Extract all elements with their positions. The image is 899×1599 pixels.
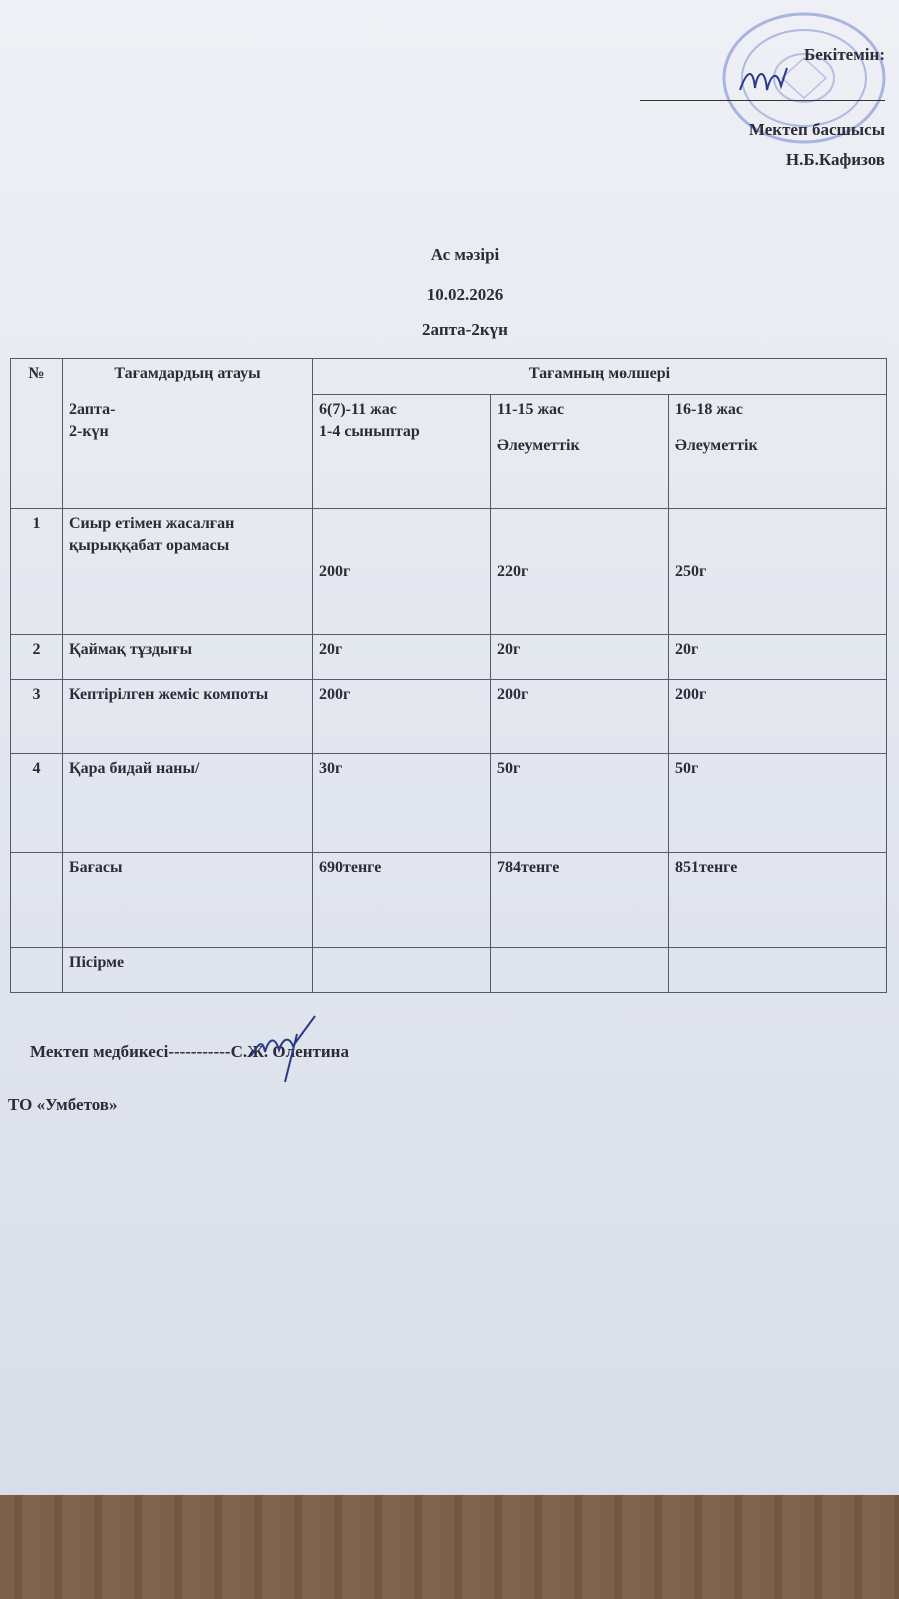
nurse-signature-line: Мектеп медбикесі-----------С.Ж. Олентина (30, 1042, 349, 1061)
row-dish-name: Қара бидай наны/ (63, 754, 313, 853)
price-value-2: 784тенге (491, 853, 669, 948)
baked-value-1 (313, 948, 491, 993)
row-number: 4 (11, 754, 63, 853)
row-number: 1 (11, 509, 63, 635)
row-amount-1: 200г (313, 509, 491, 635)
price-empty-cell (11, 853, 63, 948)
menu-week-day: 2апта-2күн (422, 320, 508, 339)
menu-date: 10.02.2026 (426, 285, 504, 304)
row-amount-2: 200г (491, 680, 669, 754)
row-number: 3 (11, 680, 63, 754)
age-group-1-age: 6(7)-11 жас (319, 401, 397, 419)
row-amount-1: 30г (313, 754, 491, 853)
header-dish-sub2: 2-күн (69, 423, 109, 440)
menu-table (10, 358, 887, 993)
row-amount-3: 20г (669, 635, 887, 680)
header-dish-name-label: Тағамдардың атауы (114, 365, 261, 382)
header-dish-sub1: 2апта- (69, 401, 116, 418)
nurse-signature (245, 1012, 325, 1084)
header-amount: Тағамның мөлшері (313, 359, 887, 395)
company-name: ТО «Умбетов» (8, 1095, 118, 1114)
header-number: № (11, 359, 63, 509)
age-group-2-age: 11-15 жас (497, 401, 565, 419)
baked-value-2 (491, 948, 669, 993)
table-row (11, 680, 887, 754)
age-group-1 (313, 395, 491, 509)
age-group-2-note: Әлеуметтік (497, 437, 580, 455)
table-header-row (11, 359, 887, 395)
baked-row (11, 948, 887, 993)
age-group-3 (669, 395, 887, 509)
row-amount-1: 20г (313, 635, 491, 680)
price-value-1: 690тенге (313, 853, 491, 948)
approval-name: Н.Б.Кафизов (785, 150, 885, 169)
row-amount-2: 50г (491, 754, 669, 853)
row-dish-name: Кептірілген жеміс компоты (63, 680, 313, 754)
price-value-3: 851тенге (669, 853, 887, 948)
row-amount-1: 200г (313, 680, 491, 754)
row-number: 2 (11, 635, 63, 680)
age-group-1-note: 1-4 сыныптар (319, 423, 420, 441)
approval-label: Бекітемін: (804, 45, 885, 64)
row-amount-3: 50г (669, 754, 887, 853)
age-group-3-note: Әлеуметтік (675, 437, 758, 455)
baked-label: Пісірме (63, 948, 313, 993)
price-label: Бағасы (63, 853, 313, 948)
table-row (11, 754, 887, 853)
baked-empty-cell (11, 948, 63, 993)
approval-role: Мектеп басшысы (748, 120, 885, 139)
age-group-3-age: 16-18 жас (675, 401, 744, 419)
table-row (11, 509, 887, 635)
row-dish-name: Сиыр етімен жасалған қырыққабат орамасы (63, 509, 313, 635)
row-amount-2: 20г (491, 635, 669, 680)
header-dish-name (63, 359, 313, 509)
baked-value-3 (669, 948, 887, 993)
row-amount-2: 220г (491, 509, 669, 635)
row-dish-name: Қаймақ тұздығы (63, 635, 313, 680)
table-surface (0, 1495, 899, 1599)
row-amount-3: 250г (669, 509, 887, 635)
price-row (11, 853, 887, 948)
principal-signature (735, 60, 795, 102)
table-row (11, 635, 887, 680)
row-amount-3: 200г (669, 680, 887, 754)
menu-title: Ас мәзірі (430, 245, 500, 264)
age-group-2 (491, 395, 669, 509)
